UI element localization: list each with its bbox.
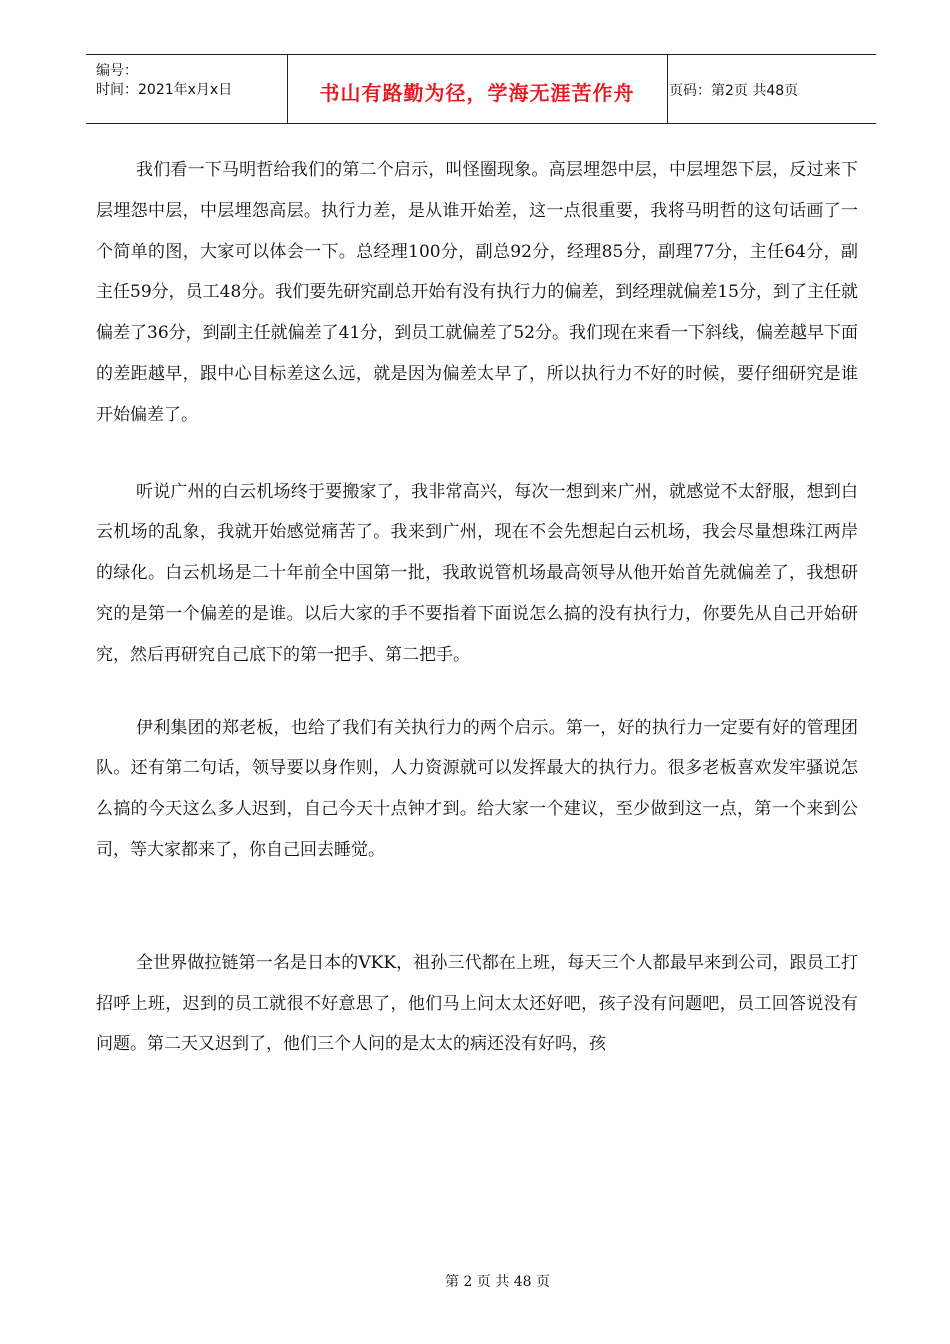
page-header [86,54,876,124]
motto: 书山有路勤为径，学海无涯苦作舟 [319,81,635,105]
header-page-cell [667,55,876,123]
time-label: 时间：2021年x月x日 [96,82,233,98]
paragraph-1: 我们看一下马明哲给我们的第二个启示，叫怪圈现象。高层埋怨中层，中层埋怨下层，反过来下层埋怨中层，中层埋怨高层。执行力差，是从谁开始差，这一点很重要，我将马明哲的这句话画了一个简单的图，大家可以体会一下。总经理100分，副总92分，经理85分，副理77分，主任64分，副主任59分，员工48分。我们要先研究副总开始有没有执行力的偏差，到经理就偏差15分，到了主任就偏差了36分，到副主任就偏差了41分，到员工就偏差了52分。我们现在来看一下斜线，偏差越早下面的差距越早，跟中心目标差这么远，就是因为偏差太早了，所以执行力不好的时候，要仔细研究是谁开始偏差了。 [96,160,858,425]
serial-label: 编号： [96,63,138,79]
page-info: 页码：第2页 共48页 [669,83,799,99]
paragraph-4: 全世界做拉链第一名是日本的VKK，祖孙三代都在上班，每天三个人都最早来到公司，跟员工打招呼上班，迟到的员工就很不好意思了，他们马上问太太还好吧，孩子没有问题吧，员工回答说没有问题。第二天又迟到了，他们三个人问的是太太的病还没有好吗，孩 [96,952,858,1055]
paragraph-2: 听说广州的白云机场终于要搬家了，我非常高兴，每次一想到来广州，就感觉不太舒服，想到白云机场的乱象，我就开始感觉痛苦了。我来到广州，现在不会先想起白云机场，我会尽量想珠江两岸的绿化。白云机场是二十年前全中国第一批，我敢说管机场最高领导从他开始首先就偏差了，我想研究的是第一个偏差的是谁。以后大家的手不要指着下面说怎么搞的没有执行力，你要先从自己开始研究，然后再研究自己底下的第一把手、第二把手。 [96,481,858,665]
paragraph-3: 伊利集团的郑老板，也给了我们有关执行力的两个启示。第一，好的执行力一定要有好的管理团队。还有第二句话，领导要以身作则，人力资源就可以发挥最大的执行力。很多老板喜欢发牢骚说怎么搞的今天这么多人迟到，自己今天十点钟才到。给大家一个建议，至少做到这一点，第一个来到公司，等大家都来了，你自己回去睡觉。 [96,717,858,860]
header-meta-cell [86,55,288,123]
document-body [96,150,858,1065]
header-motto-cell [287,55,668,123]
page-footer: 第 2 页 共 48 页 [445,1274,550,1290]
